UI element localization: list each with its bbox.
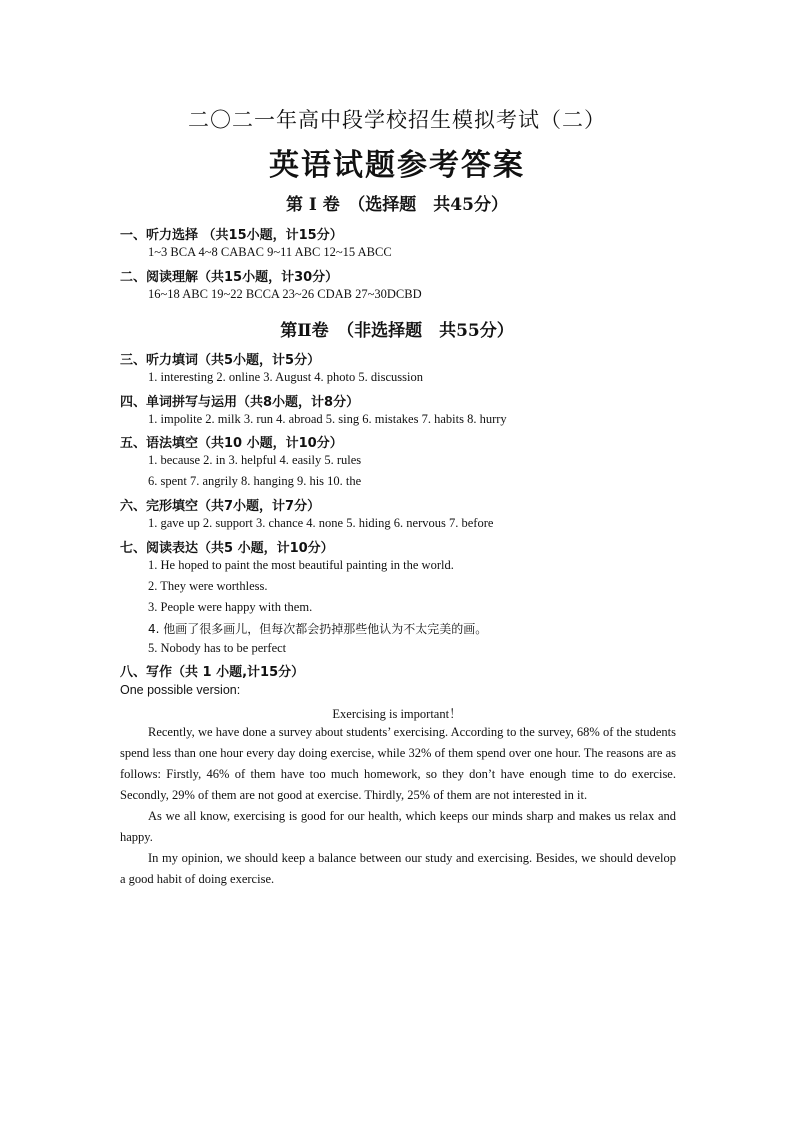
essay-paragraph-2: As we all know, exercising is good for our health, which keeps our minds sharp and makes us relax and happy. <box>120 809 676 844</box>
essay-title: Exercising is important！ <box>332 707 462 721</box>
section-4-heading: 四、单词拼写与运用（共8小题，计8分） <box>120 395 360 410</box>
section-6-answers: 1. gave up 2. support 3. chance 4. none 5. hiding 6. nervous 7. before <box>148 516 494 530</box>
part-two-title: 第Ⅱ卷 （非选择题 共55分） <box>280 321 514 341</box>
section-5-answers-line-1: 1. because 2. in 3. helpful 4. easily 5. rules <box>148 453 362 467</box>
section-5-heading: 五、语法填空（共10 小题，计10分） <box>120 436 343 451</box>
possible-version-label: One possible version: <box>120 683 241 697</box>
section-8-heading: 八、写作（共 1 小题,计15分） <box>120 665 305 680</box>
part-one-title: 第 I 卷 （选择题 共45分） <box>286 195 508 215</box>
section-2-answers: 16~18 ABC 19~22 BCCA 23~26 CDAB 27~30DCBD <box>148 287 422 301</box>
answer-key-title: 英语试题参考答案 <box>269 148 525 183</box>
section-7-answer-1: 1. He hoped to paint the most beautiful painting in the world. <box>148 558 454 572</box>
essay-body <box>120 722 676 890</box>
section-7-heading: 七、阅读表达（共5 小题，计10分） <box>120 541 334 556</box>
section-7-answer-2: 2. They were worthless. <box>148 579 268 593</box>
section-4-answers: 1. impolite 2. milk 3. run 4. abroad 5. sing 6. mistakes 7. habits 8. hurry <box>148 412 507 426</box>
essay-paragraph-3: In my opinion, we should keep a balance between our study and exercising. Besides, we should develop a good habit of doing exercise. <box>120 851 676 886</box>
section-1-answers: 1~3 BCA 4~8 CABAC 9~11 ABC 12~15 ABCC <box>148 245 392 259</box>
section-6-heading: 六、完形填空（共7小题，计7分） <box>120 499 321 514</box>
section-3-answers: 1. interesting 2. online 3. August 4. photo 5. discussion <box>148 370 423 384</box>
section-5-answers-line-2: 6. spent 7. angrily 8. hanging 9. his 10. the <box>148 474 362 488</box>
section-7-answer-3: 3. People were happy with them. <box>148 600 313 614</box>
section-3-heading: 三、听力填词（共5小题，计5分） <box>120 353 321 368</box>
section-7-answer-4: 4. 他画了很多画儿，但每次都会扔掉那些他认为不太完美的画。 <box>148 622 488 636</box>
section-7-answer-5: 5. Nobody has to be perfect <box>148 641 287 655</box>
essay-paragraph-1: Recently, we have done a survey about students’ exercising. According to the survey, 68% of the students spend less than one hour every day doing exercise, while 32% of them spend over one hour. The reasons are as follows: Firstly, 46% of them have too much homework, so they don’t have enough time to do exercise. Secondly, 29% of them are not good at exercise. Thirdly, 25% of them are not interested in it. <box>120 725 676 802</box>
section-2-heading: 二、阅读理解（共15小题，计30分） <box>120 270 339 285</box>
section-1-heading: 一、听力选择 （共15小题，计15分） <box>120 228 343 243</box>
exam-title: 二〇二一年高中段学校招生模拟考试（二） <box>188 108 606 132</box>
